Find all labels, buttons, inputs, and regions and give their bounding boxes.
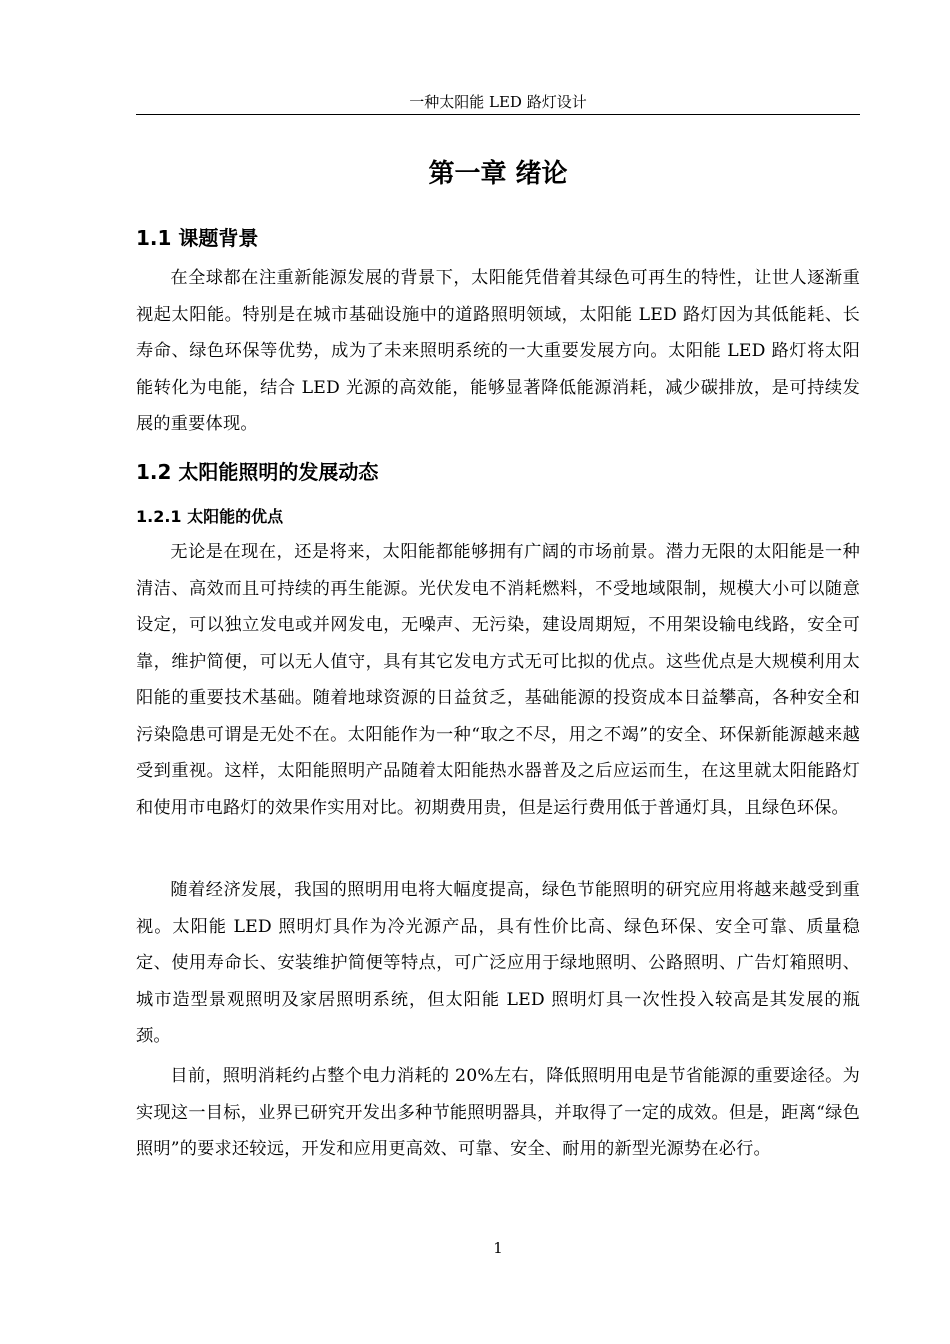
header-rule bbox=[136, 114, 860, 115]
paragraph-background: 在全球都在注重新能源发展的背景下，太阳能凭借着其绿色可再生的特性，让世人逐渐重视起太阳能。特别是在城市基础设施中的道路照明领域，太阳能 LED 路灯因为其低能耗、长寿命、绿色环保等优势，成为了未来照明系统的一大重要发展方向。太阳能 LED 路灯将太阳能转化为电能，结合 LED 光源的高效能，能够显著降低能源消耗，减少碳排放，是可持续发展的重要体现。 bbox=[136, 268, 860, 434]
running-header: 一种太阳能 LED 路灯设计 bbox=[409, 93, 587, 111]
paragraph-led-lighting: 随着经济发展，我国的照明用电将大幅度提高，绿色节能照明的研究应用将越来越受到重视。太阳能 LED 照明灯具作为冷光源产品，具有性价比高、绿色环保、安全可靠、质量稳定、使用寿命长、安装维护简便等特点，可广泛应用于绿地照明、公路照明、广告灯箱照明、城市造型景观照明及家居照明系统，但太阳能 LED 照明灯具一次性投入较高是其发展的瓶颈。 bbox=[136, 880, 860, 1046]
paragraph-energy-saving: 目前，照明消耗约占整个电力消耗的 20%左右，降低照明用电是节省能源的重要途径。为实现这一目标，业界已研究开发出多种节能照明器具，并取得了一定的成效。但是，距离“绿色照明”的要求还较远，开发和应用更高效、可靠、安全、耐用的新型光源势在必行。 bbox=[136, 1066, 860, 1159]
section-heading-1-1: 1.1 课题背景 bbox=[136, 226, 259, 250]
chapter-title: 第一章 绪论 bbox=[428, 159, 568, 189]
section-heading-1-2: 1.2 太阳能照明的发展动态 bbox=[136, 460, 379, 484]
page-number: 1 bbox=[493, 1239, 503, 1257]
paragraph-solar-advantages: 无论是在现在，还是将来，太阳能都能够拥有广阔的市场前景。潜力无限的太阳能是一种清洁、高效而且可持续的再生能源。光伏发电不消耗燃料，不受地域限制，规模大小可以随意设定，可以独立发电或并网发电，无噪声、无污染，建设周期短，不用架设输电线路，安全可靠，维护简便，可以无人值守，具有其它发电方式无可比拟的优点。这些优点是大规模利用太阳能的重要技术基础。随着地球资源的日益贫乏，基础能源的投资成本日益攀高，各种安全和污染隐患可谓是无处不在。太阳能作为一种“取之不尽，用之不竭”的安全、环保新能源越来越受到重视。这样，太阳能照明产品随着太阳能热水器普及之后应运而生，在这里就太阳能路灯和使用市电路灯的效果作实用对比。初期费用贵，但是运行费用低于普通灯具，且绿色环保。 bbox=[136, 542, 860, 818]
subsection-heading-1-2-1: 1.2.1 太阳能的优点 bbox=[136, 507, 284, 526]
